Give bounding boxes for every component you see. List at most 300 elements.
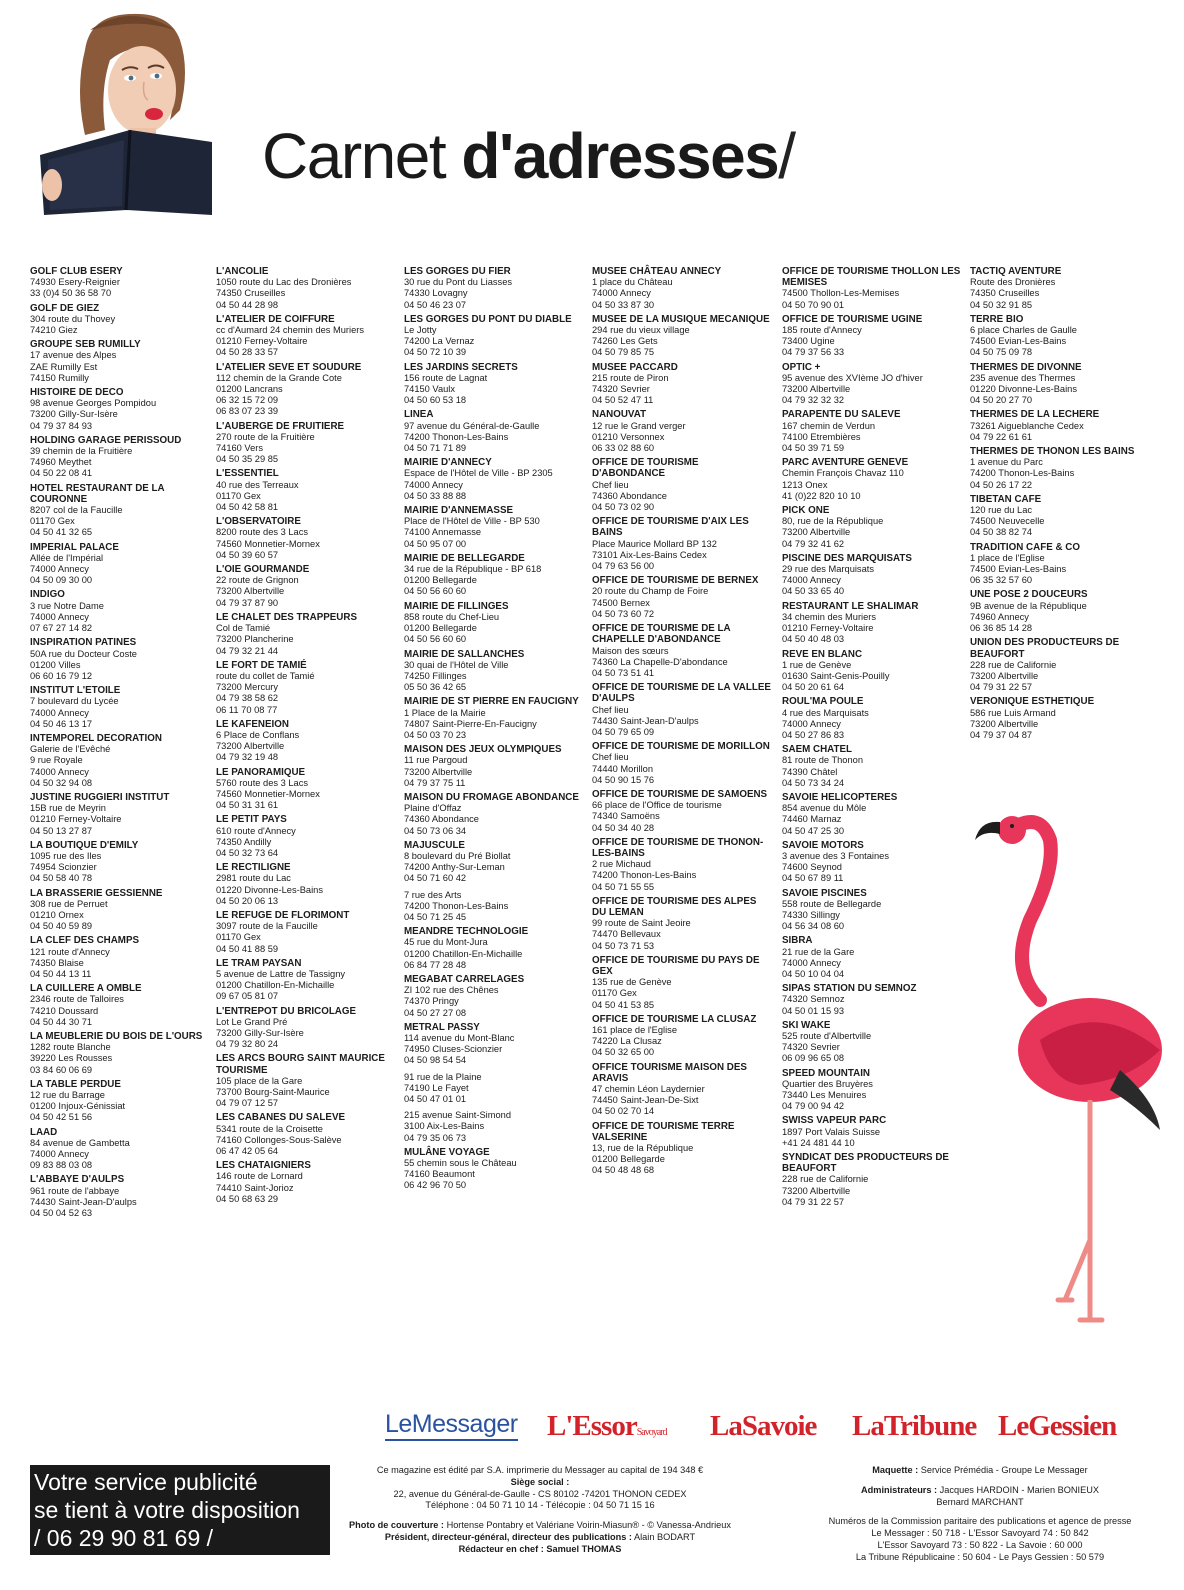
address-entry-line: 74200 Thonon-Les-Bains (404, 900, 509, 911)
address-entry-line: Chef lieu (592, 752, 629, 763)
address-entry (216, 910, 396, 955)
address-entry-line: 04 79 37 04 87 (970, 729, 1033, 740)
siege-phone: Téléphone : 04 50 71 10 14 - Télécopie : 04 50 71 15 16 (425, 1500, 655, 1511)
address-entry-line: 74160 Collonges-Sous-Salève (216, 1134, 342, 1145)
photo-credit (330, 1520, 750, 1532)
address-entry-line: 97 avenue du Général-de-Gaulle (404, 420, 540, 431)
address-entry-name: OFFICE DE TOURISME DE THONON-LES-BAINS (592, 836, 764, 859)
address-entry-line: 04 50 20 27 70 (970, 395, 1033, 406)
address-entry-line: 161 place de l'Eglise (592, 1025, 677, 1035)
address-entry-name: L'ATELIER DE COIFFURE (216, 313, 335, 325)
address-entry-line: 74200 Anthy-Sur-Leman (404, 862, 505, 873)
address-entry-line: Espace de l'Hôtel de Ville - BP 2305 (404, 468, 553, 479)
address-entry (404, 362, 584, 407)
address-entry-name: SIPAS STATION DU SEMNOZ (782, 983, 917, 995)
address-entry-line: 3 avenue des 3 Fontaines (782, 850, 889, 861)
address-entry-line: 04 50 28 33 57 (216, 347, 279, 358)
address-entry-line: 04 50 35 29 85 (216, 454, 279, 465)
address-entry-line: 04 50 73 51 41 (592, 667, 655, 678)
address-entry-line: 215 avenue Saint-Simond (404, 1110, 511, 1121)
address-entry-line: 04 50 48 48 68 (592, 1165, 655, 1176)
address-entry-line: 39 chemin de la Fruitière (30, 446, 133, 457)
logo-lessor-sub: Savoyard (636, 1427, 667, 1438)
address-entry-line: 74390 Châtel (782, 766, 838, 777)
address-entry-name: SAVOIE HELICOPTERES (782, 791, 898, 803)
address-entry-name: MAJUSCULE (404, 839, 465, 851)
address-entry (30, 339, 210, 384)
address-entry-name: MAISON DES JEUX OLYMPIQUES (404, 744, 562, 756)
address-entry-line: Le Jotty (404, 325, 437, 336)
address-entry-name: OFFICE DE TOURISME LA CLUSAZ (592, 1013, 757, 1025)
address-entry-line: 03 84 60 06 69 (30, 1064, 93, 1075)
address-entry (404, 926, 584, 971)
address-entry-name: OFFICE DE TOURISME DES ALPES DU LEMAN (592, 895, 757, 918)
address-entry-line: 9 rue Royale (30, 755, 83, 766)
address-entry-name: OFFICE DE TOURISME D'AIX LES BAINS (592, 516, 749, 539)
address-entry (216, 564, 396, 609)
address-entry (404, 696, 584, 741)
address-entry-line: 74000 Annecy (30, 564, 89, 575)
address-entry-line: 74500 Bernex (592, 597, 650, 608)
address-entry (782, 409, 962, 454)
address-entry-line: 74210 Giez (30, 325, 78, 336)
address-entry-name: OFFICE DE TOURISME DE SAMOENS (592, 788, 768, 800)
address-entry-line: 04 50 32 94 08 (30, 777, 93, 788)
address-entry-name: MAIRIE DE SALLANCHES (404, 648, 525, 660)
address-entry-line: 39220 Les Rousses (30, 1053, 113, 1064)
address-entry-line: 73101 Aix-Les-Bains Cedex (592, 549, 707, 560)
address-entry-line: 84 avenue de Gambetta (30, 1137, 130, 1148)
address-entry-line: 01220 Divonne-Les-Bains (970, 384, 1077, 395)
address-entry-line: 04 50 40 48 03 (782, 634, 845, 645)
address-entry-name: MUSEE PACCARD (592, 361, 678, 373)
publicity-line-1: Votre service publicité (34, 1469, 258, 1495)
address-entry-line: 73200 Plancherine (216, 634, 294, 645)
address-entry-name: L'OBSERVATOIRE (216, 516, 301, 528)
address-entry-line: 04 50 09 30 00 (30, 575, 93, 586)
address-entry-line: 74360 Abondance (404, 814, 479, 825)
address-entry-name: L'OIE GOURMANDE (216, 564, 310, 576)
address-entry-line: 15B rue de Meyrin (30, 803, 106, 814)
address-entry-line: 29 rue des Marquisats (782, 564, 874, 575)
address-entry-name: OFFICE DE TOURISME TERRE VALSERINE (592, 1120, 735, 1143)
address-entry-name: MAIRIE DE ST PIERRE EN FAUCIGNY (404, 696, 579, 708)
address-entry-line: 04 50 41 53 85 (592, 999, 655, 1010)
address-entry (30, 637, 210, 682)
address-entry-line: 04 50 44 28 98 (216, 299, 279, 310)
publicity-phone: / 06 29 90 81 69 / (34, 1525, 214, 1551)
address-entry-name: THERMES DE THONON LES BAINS (970, 446, 1135, 458)
address-entry-name: INTEMPOREL DECORATION (30, 732, 162, 744)
address-entry-line: 1897 Port Valais Suisse (782, 1126, 881, 1137)
address-entry-name: UNE POSE 2 DOUCEURS (970, 589, 1088, 601)
address-entry (592, 516, 772, 572)
address-entry (592, 314, 772, 359)
address-entry-line: 06 09 96 65 08 (782, 1053, 845, 1064)
address-entry-line: 01210 Ornex (30, 909, 84, 920)
redacteur-line: Rédacteur en chef : Samuel THOMAS (458, 1543, 622, 1554)
address-entry-line: 06 42 96 70 50 (404, 1180, 467, 1191)
address-entry-line: 74460 Marnaz (782, 814, 842, 825)
address-entry-line: Maison des sœurs (592, 645, 669, 656)
address-entry-name: L'ABBAYE D'AULPS (30, 1174, 125, 1186)
address-entry-name: GROUPE SEB RUMILLY (30, 339, 141, 351)
address-entry-line: 04 79 32 41 62 (782, 538, 845, 549)
address-entry (216, 612, 396, 657)
address-entry (970, 696, 1150, 741)
address-entry-line: 04 79 35 06 73 (404, 1132, 467, 1143)
address-entry-name: SPEED MOUNTAIN (782, 1067, 870, 1079)
address-entry-line: 74500 Thollon-Les-Memises (782, 288, 900, 299)
address-entry-line: 04 50 75 09 78 (970, 347, 1033, 358)
address-entry (970, 589, 1150, 634)
address-entry-line: 156 route de Lagnat (404, 372, 488, 383)
address-entry-line: 04 79 00 94 42 (782, 1101, 845, 1112)
address-entry-line: 215 route de Piron (592, 372, 669, 383)
address-entry-line: 01200 Bellegarde (404, 623, 477, 634)
address-entry-line: 73200 Albertville (782, 384, 851, 395)
address-entry-line: 04 50 95 07 00 (404, 538, 467, 549)
address-entry-line: 45 rue du Mont-Jura (404, 937, 488, 948)
address-entry-name: LES CHATAIGNIERS (216, 1160, 311, 1172)
title-light: Carnet (262, 120, 462, 192)
address-entry-line: 74340 Samoëns (592, 811, 660, 822)
address-entry-line: 30 rue du Pont du Liasses (404, 277, 513, 288)
address-entry-name: MUSEE CHÂTEAU ANNECY (592, 266, 722, 277)
address-entry-line: Route des Dronières (970, 277, 1056, 288)
address-entry-line: 04 79 32 21 44 (216, 645, 279, 656)
address-entry-line: 558 route de Bellegarde (782, 898, 882, 909)
address-entry (30, 303, 210, 337)
address-entry-line: 30 quai de l'Hôtel de Ville (404, 659, 509, 670)
address-entry-line: 04 50 60 53 18 (404, 395, 467, 406)
address-entry-name: REVE EN BLANC (782, 648, 863, 660)
address-entry (404, 974, 584, 1019)
address-entry-name: LE REFUGE DE FLORIMONT (216, 909, 350, 921)
address-entry-line: 04 79 38 58 62 (216, 693, 279, 704)
address-entry-line: 21 rue de la Gare (782, 946, 855, 957)
address-entry (404, 649, 584, 694)
address-entry (30, 1174, 210, 1219)
photo-value: Hortense Pontabry et Valériane Voirin-Miasun® - © Vanessa-Andrieux (446, 1520, 731, 1531)
address-entry (970, 446, 1150, 491)
address-entry-line: 01170 Gex (30, 516, 75, 527)
address-entry-line: 1095 rue des Iles (30, 850, 102, 861)
address-entry-line: 04 50 20 61 64 (782, 682, 845, 693)
address-entry-line: 525 route d'Albertville (782, 1031, 872, 1041)
address-entry (592, 362, 772, 407)
address-entry-name: UNION DES PRODUCTEURS DE BEAUFORT (970, 637, 1120, 660)
address-entry-line: 06 83 07 23 39 (216, 406, 279, 417)
address-entry (30, 888, 210, 933)
address-entry-line: 04 50 70 90 01 (782, 299, 845, 310)
address-entry-line: 74000 Annecy (782, 718, 841, 729)
address-entry-line: 74320 Sevrier (782, 1042, 840, 1053)
address-entry-line: 121 route d'Annecy (30, 946, 110, 957)
address-entry (782, 1115, 962, 1149)
commission-num-2: L'Essor Savoyard 73 : 50 822 - La Savoie : 60 000 (877, 1539, 1083, 1550)
maquette-line (800, 1465, 1160, 1477)
address-entry (404, 314, 584, 359)
address-entry-name: OFFICE TOURISME MAISON DES ARAVIS (592, 1061, 747, 1084)
address-entry-line: 04 50 58 40 78 (30, 873, 93, 884)
address-entry (404, 1022, 584, 1144)
address-entry-line: 74350 Cruseilles (970, 288, 1040, 299)
address-entry-line: Chemin François Chavaz 110 (782, 468, 904, 479)
address-entry (30, 935, 210, 980)
address-entry-line: 610 route d'Annecy (216, 825, 296, 836)
address-entry-line: 04 50 41 32 65 (30, 527, 93, 538)
address-entry-name: OFFICE DE TOURISME DE MORILLON (592, 741, 770, 753)
address-entry-line: 04 50 67 89 11 (782, 873, 844, 884)
address-entry-line: 04 50 32 91 85 (970, 299, 1033, 310)
address-entry-name: MAIRIE DE FILLINGES (404, 600, 509, 612)
address-entry-line: 3097 route de la Faucille (216, 921, 318, 932)
address-entry-line: 8200 route des 3 Lacs (216, 527, 309, 538)
address-entry-line: 91 rue de la Plaine (404, 1071, 482, 1082)
address-entry (216, 660, 396, 716)
address-entry-line: 06 33 02 88 60 (592, 443, 655, 454)
address-entry-line: 74960 Meythet (30, 457, 92, 468)
address-entry (216, 958, 396, 1003)
address-entry-line: 04 50 10 04 04 (782, 968, 845, 979)
address-entry-line: 74000 Annecy (30, 707, 89, 718)
address-entry-line: 74220 La Clusaz (592, 1036, 662, 1047)
address-entry-line: 01170 Gex (216, 932, 261, 943)
address-entry-name: NANOUVAT (592, 409, 647, 421)
address-entry-name: L'ENTREPOT DU BRICOLAGE (216, 1005, 357, 1017)
address-entry-line: 228 rue de Californie (970, 659, 1057, 670)
address-entry-line: 01200 Chatillon-En-Michaille (216, 980, 335, 991)
address-entry-line: 73200 Albertville (216, 586, 285, 597)
address-entry (404, 1147, 584, 1192)
address-entry-line: Quartier des Bruyères (782, 1078, 873, 1089)
address-entry-name: LE PANORAMIQUE (216, 766, 306, 778)
address-entry-line: 20 route du Champ de Foire (592, 586, 709, 597)
address-entry-line: 01200 Lancrans (216, 384, 283, 395)
address-entry (216, 1006, 396, 1051)
commission-title: Numéros de la Commission paritaire des publications et agence de presse (828, 1516, 1132, 1527)
address-entry-name: TRADITION CAFE & CO (970, 541, 1080, 553)
address-entry-line: 95 avenue des XVIème JO d'hiver (782, 372, 923, 383)
address-entry-line: 04 50 38 82 74 (970, 527, 1033, 538)
address-entry-line: 74360 Abondance (592, 490, 667, 501)
address-entry-line: 81 route de Thonon (782, 755, 863, 766)
address-entry-line: 04 50 47 25 30 (782, 825, 845, 836)
address-entry (592, 955, 772, 1011)
address-entry-line: 74500 Neuvecelle (970, 516, 1045, 527)
address-entry-line: 74320 Semnoz (782, 994, 845, 1005)
address-entry-line: 1 Place de la Mairie (404, 707, 486, 718)
address-entry-line: 73200 Albertville (216, 741, 285, 752)
address-entry-name: TERRE BIO (970, 313, 1024, 325)
maquette-label: Maquette : (872, 1465, 919, 1475)
address-entry (782, 457, 962, 502)
address-entry-line: 5 avenue de Lattre de Tassigny (216, 968, 346, 979)
address-entry-name: GOLF DE GIEZ (30, 302, 100, 314)
address-entry-name: MAIRIE D'ANNECY (404, 457, 492, 469)
address-entry-line: 04 50 90 15 76 (592, 774, 655, 785)
address-entry-line: 4 rue des Marquisats (782, 707, 869, 718)
logo-le-gessien: LeGessien (998, 1410, 1117, 1442)
address-entry-line: 105 place de la Gare (216, 1075, 303, 1086)
address-entry-line: 01210 Ferney-Voltaire (216, 336, 308, 347)
address-entry-line: 858 route du Chef-Lieu (404, 611, 500, 622)
address-entry-line: 04 50 73 60 72 (592, 608, 655, 619)
address-entry (30, 1079, 210, 1124)
president-value: Alain BODART (634, 1531, 696, 1542)
address-entry-line: 04 50 27 86 83 (782, 729, 845, 740)
address-entry-name: MUSEE DE LA MUSIQUE MECANIQUE (592, 313, 770, 325)
address-entry-line: 74600 Seynod (782, 862, 842, 873)
newspaper-logos (385, 1410, 1175, 1458)
address-entry-name: INDIGO (30, 589, 65, 601)
address-entry-line: 07 67 27 14 82 (30, 623, 93, 634)
address-entry-line: 04 79 37 87 90 (216, 597, 279, 608)
address-entry-line: 04 50 46 23 07 (404, 299, 467, 310)
address-entry (970, 266, 1150, 311)
address-entry-line: 9B avenue de la République (970, 600, 1087, 611)
address-entry-name: SKI WAKE (782, 1019, 831, 1031)
address-entry-line: 04 50 13 27 87 (30, 825, 93, 836)
address-entry-line: 854 avenue du Môle (782, 803, 867, 814)
address-entry (782, 1068, 962, 1113)
address-entry-line: Chef lieu (592, 479, 629, 490)
address-entry-line: 586 rue Luis Armand (970, 707, 1056, 718)
address-entry-name: OFFICE DE TOURISME DE LA VALLEE D'AULPS (592, 682, 771, 705)
address-entry-line: 73200 Albertville (970, 670, 1039, 681)
address-entry (30, 542, 210, 587)
address-entry-line: 33 (0)4 50 36 58 70 (30, 288, 112, 299)
address-entry (970, 542, 1150, 587)
address-entry-line: 01210 Ferney-Voltaire (30, 814, 122, 825)
address-entry-line: 04 50 20 06 13 (216, 895, 279, 906)
logo-la-tribune: LaTribune (852, 1410, 977, 1442)
address-entry-line: 1050 route du Lac des Dronières (216, 277, 352, 288)
address-entry-line: 01210 Ferney-Voltaire (782, 623, 874, 634)
address-entry-line: 04 50 44 30 71 (30, 1016, 93, 1027)
address-entry-line: 99 route de Saint Jeoire (592, 918, 691, 929)
address-entry-line: 04 50 41 88 59 (216, 943, 279, 954)
address-entry-line: 74470 Bellevaux (592, 929, 661, 940)
address-entry (782, 553, 962, 598)
address-entry-line: 74000 Annecy (30, 1149, 89, 1160)
address-entry-name: PARAPENTE DU SALEVE (782, 409, 901, 421)
address-entry-name: LA TABLE PERDUE (30, 1078, 121, 1090)
address-entry-name: TIBETAN CAFE (970, 493, 1042, 505)
address-entry-line: 01200 Bellegarde (404, 575, 477, 586)
address-entry-line: 04 50 02 70 14 (592, 1106, 655, 1117)
address-entry (216, 421, 396, 466)
address-entry-line: 74560 Monnetier-Mornex (216, 788, 320, 799)
address-entry-name: SYNDICAT DES PRODUCTEURS DE BEAUFORT (782, 1152, 949, 1175)
address-entry-line: 04 79 31 22 57 (970, 682, 1033, 693)
publication-credits (800, 1465, 1160, 1564)
admin-line (800, 1485, 1160, 1497)
address-entry-line: 04 50 73 71 53 (592, 940, 655, 951)
address-entry-line: 73200 Albertville (782, 527, 851, 538)
address-entry-line: 74500 Evian-Les-Bains (970, 336, 1067, 347)
address-entry-line: 04 50 56 60 60 (404, 634, 467, 645)
address-entry-line: 55 chemin sous le Château (404, 1158, 517, 1169)
address-entry-line: 73440 Les Menuires (782, 1090, 867, 1101)
address-entry-line: 01170 Gex (592, 988, 637, 999)
address-entry-line: 114 avenue du Mont-Blanc (404, 1033, 515, 1043)
address-entry-name: PICK ONE (782, 505, 830, 517)
address-entry-line: 74410 Saint-Jorioz (216, 1182, 294, 1193)
address-entry (30, 840, 210, 885)
title-slash: / (778, 120, 795, 192)
address-entry (30, 483, 210, 539)
address-entry (592, 837, 772, 893)
address-entry (970, 409, 1150, 443)
address-entry-name: JUSTINE RUGGIERI INSTITUT (30, 791, 170, 803)
address-entry (592, 575, 772, 620)
address-entry (782, 983, 962, 1017)
address-entry-line: 06 35 32 57 60 (970, 575, 1033, 586)
address-entry-line: 06 36 85 14 28 (970, 623, 1033, 634)
title-bold: d'adresses (461, 120, 779, 192)
address-entry-line: 1 rue de Genève (782, 659, 852, 670)
address-entry-line: 135 rue de Genève (592, 977, 672, 988)
address-entry (970, 362, 1150, 407)
address-entry-line: 40 rue des Terreaux (216, 479, 299, 490)
address-entry-name: LES GORGES DU PONT DU DIABLE (404, 313, 572, 325)
logo-la-savoie: LaSavoie (710, 1410, 817, 1442)
address-entry-name: LES JARDINS SECRETS (404, 361, 518, 373)
address-entry-line: 04 50 72 10 39 (404, 347, 467, 358)
address-entry-line: 74930 Esery-Reignier (30, 277, 120, 288)
address-entry-line: 120 rue du Lac (970, 505, 1033, 516)
edition-line: Ce magazine est édité par S.A. imprimerie du Messager au capital de 194 348 € (376, 1465, 704, 1475)
address-entry-name: MULÂNE VOYAGE (404, 1146, 490, 1158)
address-entry-line: 09 83 88 03 08 (30, 1160, 93, 1171)
address-entry-name: SAEM CHATEL (782, 744, 853, 756)
address-entry (404, 266, 584, 311)
address-entry-line: 04 50 71 25 45 (404, 911, 467, 922)
address-entry-name: GOLF CLUB ESERY (30, 266, 123, 277)
address-entry-line: 01200 Bellegarde (592, 1154, 665, 1165)
address-entry-line: 74500 Evian-Les-Bains (970, 564, 1067, 575)
address-entry-line: 185 route d'Annecy (782, 325, 862, 336)
address-entry-line: 74440 Morillon (592, 763, 653, 774)
address-entry-line: 5760 route des 3 Lacs (216, 777, 309, 788)
publicity-line-2: se tient à votre disposition (34, 1497, 300, 1523)
address-entry-line: 2 rue Michaud (592, 859, 651, 870)
address-entry-name: SWISS VAPEUR PARC (782, 1115, 887, 1127)
address-entry-name: OFFICE DE TOURISME D'ABONDANCE (592, 457, 699, 480)
address-entry-line: 235 avenue des Thermes (970, 372, 1076, 383)
address-entry-line: 7 boulevard du Lycée (30, 696, 119, 707)
address-entry-name: L'ATELIER SEVE ET SOUDURE (216, 361, 362, 373)
address-entry-line: 04 50 56 60 60 (404, 586, 467, 597)
address-entry-line: 73200 Albertville (970, 718, 1039, 729)
address-entry-line: 74450 Saint-Jean-De-Sixt (592, 1095, 699, 1106)
address-entry-name: TACTIQ AVENTURE (970, 266, 1062, 277)
address-entry (30, 685, 210, 730)
address-entry-line: 04 79 37 75 11 (404, 777, 466, 788)
address-entry-line: 04 79 37 56 33 (782, 347, 845, 358)
address-entry (970, 637, 1150, 693)
address-entry (216, 266, 396, 311)
address-entry-line: 74200 Thonon-Les-Bains (592, 870, 697, 881)
address-entry-line: 74000 Annecy (782, 575, 841, 586)
address-entry (782, 1020, 962, 1065)
address-entry-name: SIBRA (782, 935, 813, 947)
address-entry (782, 649, 962, 694)
address-entry-line: 74100 Etrembières (782, 431, 861, 442)
address-entry (216, 814, 396, 859)
